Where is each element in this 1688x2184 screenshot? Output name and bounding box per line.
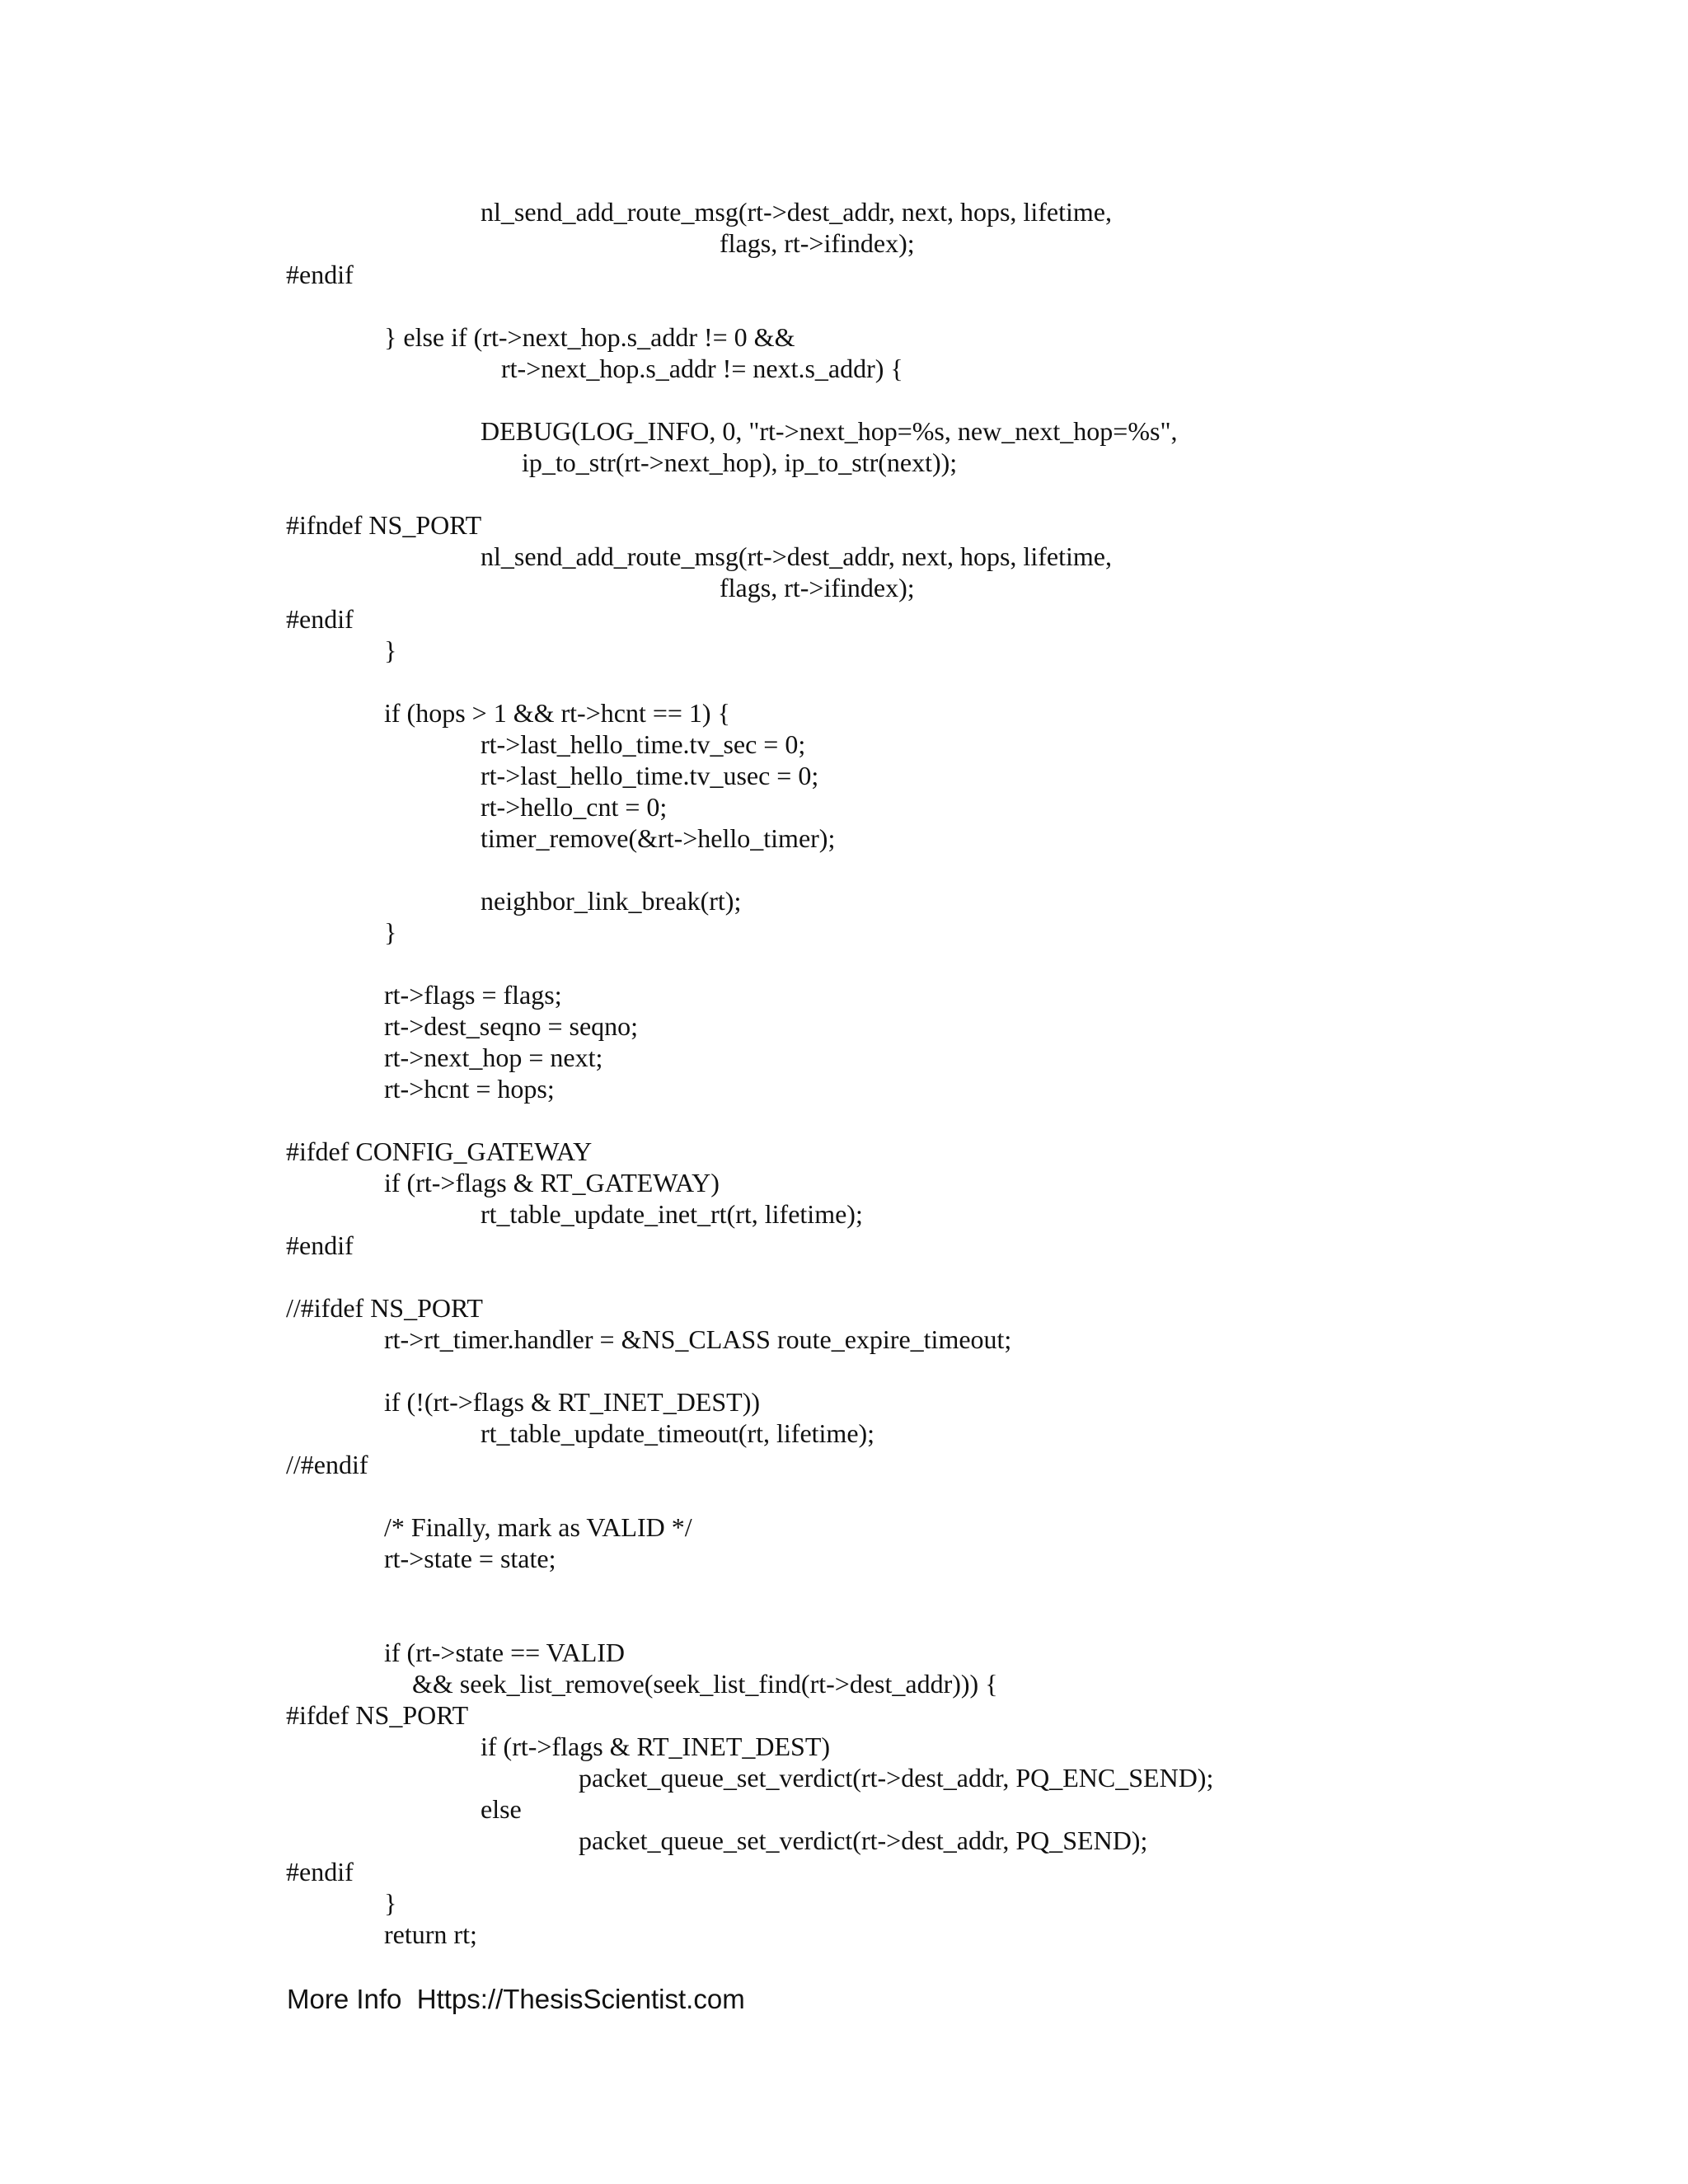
code-line: #endif <box>286 1857 354 1886</box>
code-line: if (hops > 1 && rt->hcnt == 1) { <box>384 698 730 728</box>
code-line: rt->state = state; <box>384 1544 556 1573</box>
code-line: nl_send_add_route_msg(rt->dest_addr, next, hops, lifetime, <box>481 541 1112 571</box>
code-line: rt_table_update_inet_rt(rt, lifetime); <box>481 1199 863 1229</box>
code-line: //#endif <box>286 1450 368 1479</box>
code-line: } <box>384 917 397 947</box>
code-line: rt->rt_timer.handler = &NS_CLASS route_expire_timeout; <box>384 1324 1012 1354</box>
code-line: if (!(rt->flags & RT_INET_DEST)) <box>384 1387 760 1417</box>
code-line: DEBUG(LOG_INFO, 0, "rt->next_hop=%s, new_next_hop=%s", <box>481 416 1178 446</box>
code-line: #endif <box>286 1230 354 1260</box>
code-line: nl_send_add_route_msg(rt->dest_addr, next, hops, lifetime, <box>481 197 1112 227</box>
code-line: else <box>481 1794 522 1824</box>
code-line: rt->hcnt = hops; <box>384 1074 555 1104</box>
code-line: timer_remove(&rt->hello_timer); <box>481 823 836 853</box>
code-line: rt->flags = flags; <box>384 980 562 1010</box>
code-line: if (rt->state == VALID <box>384 1638 626 1667</box>
footer-link-text: More Info Https://ThesisScientist.com <box>287 1984 745 2014</box>
code-line: } <box>384 635 397 665</box>
code-line: && seek_list_remove(seek_list_find(rt->dest_addr))) { <box>412 1669 998 1699</box>
code-line: rt->next_hop = next; <box>384 1043 603 1072</box>
code-line: #ifdef NS_PORT <box>286 1700 469 1730</box>
code-line: #endif <box>286 604 354 634</box>
code-line: flags, rt->ifindex); <box>720 228 915 258</box>
code-line: #endif <box>286 260 354 289</box>
code-line: return rt; <box>384 1919 477 1949</box>
code-line: /* Finally, mark as VALID */ <box>384 1512 692 1542</box>
code-line: if (rt->flags & RT_GATEWAY) <box>384 1168 720 1197</box>
code-line: rt_table_update_timeout(rt, lifetime); <box>481 1418 875 1448</box>
code-line: ip_to_str(rt->next_hop), ip_to_str(next)); <box>522 448 958 477</box>
code-line: } <box>384 1888 397 1918</box>
code-line: rt->dest_seqno = seqno; <box>384 1011 639 1041</box>
code-line: flags, rt->ifindex); <box>720 573 915 602</box>
code-line: rt->next_hop.s_addr != next.s_addr) { <box>501 354 903 383</box>
code-line: //#ifdef NS_PORT <box>286 1293 483 1323</box>
code-line: #ifndef NS_PORT <box>286 510 482 540</box>
code-line: rt->hello_cnt = 0; <box>481 792 668 822</box>
code-line: #ifdef CONFIG_GATEWAY <box>286 1137 593 1166</box>
code-line: rt->last_hello_time.tv_sec = 0; <box>481 729 806 759</box>
code-line: neighbor_link_break(rt); <box>481 886 742 916</box>
code-line: rt->last_hello_time.tv_usec = 0; <box>481 761 819 790</box>
code-line: } else if (rt->next_hop.s_addr != 0 && <box>384 322 795 352</box>
code-line: packet_queue_set_verdict(rt->dest_addr, PQ_ENC_SEND); <box>579 1763 1214 1793</box>
code-line: if (rt->flags & RT_INET_DEST) <box>481 1732 831 1761</box>
code-line: packet_queue_set_verdict(rt->dest_addr, PQ_SEND); <box>579 1825 1148 1855</box>
